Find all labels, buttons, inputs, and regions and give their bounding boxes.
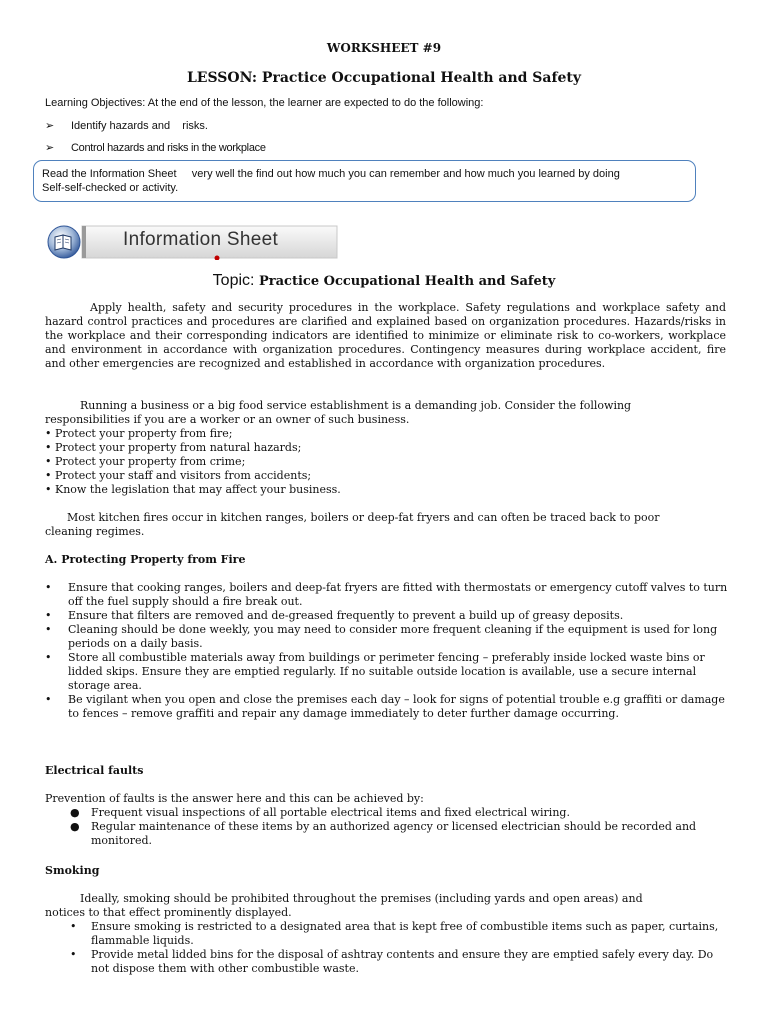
topic-heading xyxy=(0,272,768,290)
list-item: • Be vigilant when you open and close the premises each day – look for signs of potential trouble e.g graffiti or damage to fences – remove graffiti and repair any damage immediately to deter further damage occurring. xyxy=(45,693,725,720)
list-item: • Store all combustible materials away from buildings or perimeter fencing – preferably inside locked waste bins or lidded skips. Ensure they are emptied regularly. If no suitable outside location is available, use a secure internal storage area. xyxy=(45,651,705,692)
paragraph-procedures: Apply health, safety and security procedures in the workplace. Safety regulations and workplace safety and hazard control practices and procedures are clarified and explained based on organization procedures. Hazards/risks in the workplace and their corresponding indicators are identified to minimize or eliminate risk to co-workers, workplace and environment in accordance with organization procedures. Contingency measures during workplace accident, fire and other emergencies are recognized and established in accordance with organization procedures. xyxy=(45,301,726,370)
bullet-icon: • xyxy=(70,920,77,933)
fire-protection-list xyxy=(45,581,730,721)
section-a-heading: A. Protecting Property from Fire xyxy=(45,553,246,566)
electrical-list xyxy=(66,806,726,848)
bullet-icon: • xyxy=(45,651,52,664)
objectives-intro: Learning Objectives: At the end of the lesson, the learner are expected to do the following: xyxy=(45,97,484,109)
paragraph-business-line-1: Running a business or a big food service establishment is a demanding job. Consider the following xyxy=(80,399,632,412)
bullet-icon: • xyxy=(45,693,52,706)
instruction-line-2: Self-self-checked or activity. xyxy=(42,182,179,194)
bullet-icon: ● xyxy=(70,806,80,819)
electrical-faults-heading: Electrical faults xyxy=(45,764,144,777)
worksheet-title: WORKSHEET #9 xyxy=(326,41,442,55)
list-item: • Ensure smoking is restricted to a designated area that is kept free of combustible items such as paper, curtains, flammable liquids. xyxy=(70,920,719,947)
bullet-icon: • xyxy=(45,609,52,622)
topic-label: Topic: xyxy=(212,272,255,289)
arrow-bullet-icon: ➢ xyxy=(45,142,55,154)
arrow-bullet-icon: ➢ xyxy=(45,120,55,132)
bullet-icon: • xyxy=(45,623,52,636)
list-item: • Ensure that cooking ranges, boilers and deep-fat fryers are fitted with thermostats or emergency cutoff valves to turn off the fuel supply should a fire break out. xyxy=(45,581,728,608)
list-item: ● Regular maintenance of these items by an authorized agency or licensed electrician should be recorded and monitored. xyxy=(70,820,697,847)
list-item: • Provide metal lidded bins for the disposal of ashtray contents and ensure they are emptied safely every day. Do not dispose them with other combustible waste. xyxy=(70,948,714,975)
list-item: • Know the legislation that may affect your business. xyxy=(45,483,341,496)
list-item: ● Frequent visual inspections of all portable electrical items and fixed electrical wiring. xyxy=(70,806,570,819)
smoking-heading: Smoking xyxy=(45,864,100,877)
book-icon xyxy=(55,235,71,250)
list-item: • Cleaning should be done weekly, you may need to consider more frequent cleaning if the equipment is used for long periods on a daily basis. xyxy=(45,623,718,650)
list-item: • Ensure that filters are removed and de-greased frequently to prevent a build up of greasy deposits. xyxy=(45,609,624,622)
bullet-icon: • xyxy=(45,581,52,594)
smoking-list xyxy=(66,920,726,976)
paragraph-kitchen-fires-line-1: Most kitchen fires occur in kitchen ranges, boilers or deep-fat fryers and can often be traced back to poor xyxy=(67,511,660,524)
paragraph-business-line-2: responsibilities if you are a worker or an owner of such business. xyxy=(45,413,410,426)
lesson-title: LESSON: Practice Occupational Health and Safety xyxy=(186,70,582,86)
list-item: • Protect your staff and visitors from accidents; xyxy=(45,469,312,482)
instruction-line-1: Read the Information Sheet very well the find out how much you can remember and how much you learned by doing xyxy=(42,168,620,180)
topic-title: Practice Occupational Health and Safety xyxy=(259,274,556,289)
information-sheet-banner xyxy=(44,224,338,260)
smoking-line-2: notices to that effect prominently displayed. xyxy=(45,906,292,919)
electrical-intro: Prevention of faults is the answer here and this can be achieved by: xyxy=(45,792,424,805)
paragraph-kitchen-fires-line-2: cleaning regimes. xyxy=(45,525,145,538)
bullet-icon: ● xyxy=(70,820,80,833)
list-item: • Protect your property from natural hazards; xyxy=(45,441,302,454)
smoking-line-1: Ideally, smoking should be prohibited throughout the premises (including yards and open areas) and xyxy=(80,892,643,905)
objective-item: ➢ Identify hazards and risks. xyxy=(45,120,208,132)
banner-label: Information Sheet xyxy=(123,229,279,250)
objective-item: ➢ Control hazards and risks in the workplace xyxy=(45,142,266,154)
list-item: • Protect your property from crime; xyxy=(45,455,246,468)
list-item: • Protect your property from fire; xyxy=(45,427,233,440)
bullet-icon: • xyxy=(70,948,77,961)
instruction-box xyxy=(33,160,696,202)
